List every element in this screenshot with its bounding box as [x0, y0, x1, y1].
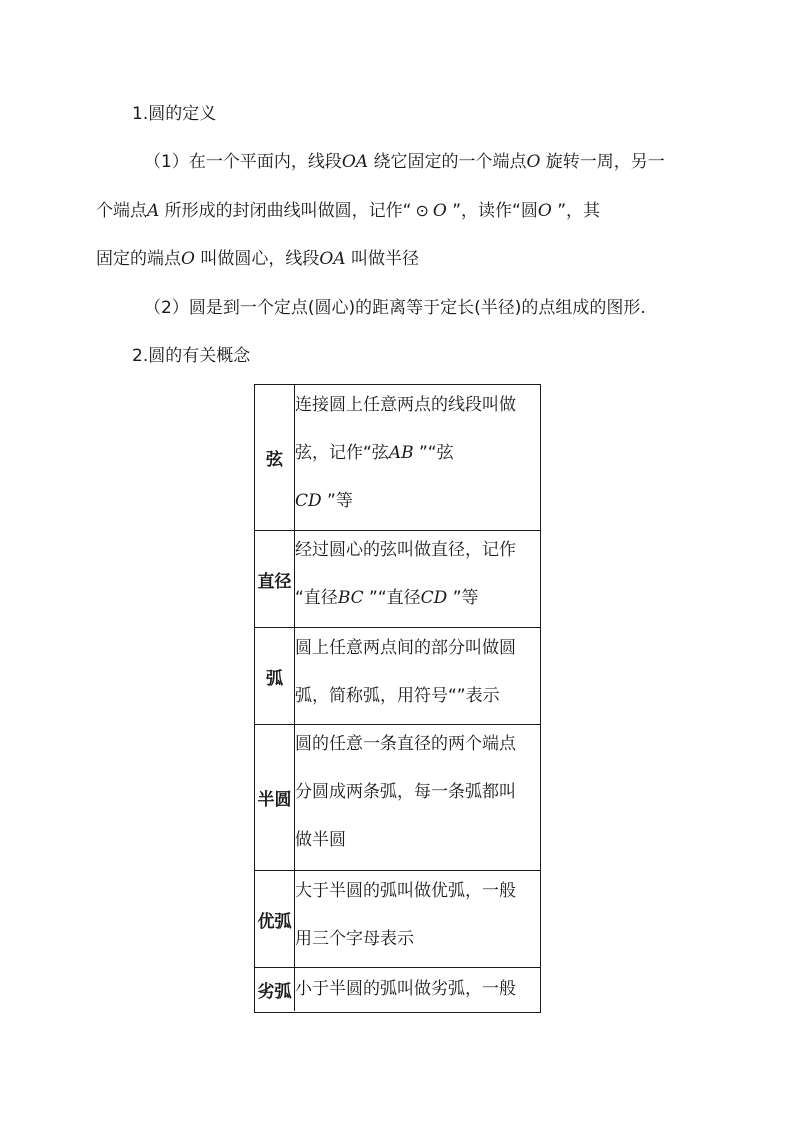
term-chord: 弦 [255, 385, 295, 530]
math-segment-oa: OA [319, 249, 346, 269]
term-semicircle: 半圆 [255, 725, 295, 870]
term-diameter: 直径 [255, 531, 295, 627]
math-chord-ab: AB [388, 443, 414, 463]
text-run: ”，读作“圆 [446, 201, 538, 221]
text-run: 个端点 [96, 201, 147, 221]
definition-line: 分圆成两条弧，每一条弧都叫 [295, 782, 516, 802]
table-row-diameter [255, 531, 540, 628]
text-run: 弦，记作“弦 [295, 443, 389, 463]
definition-paragraph-line-2 [96, 199, 600, 223]
concept-table [254, 384, 541, 1013]
text-run: 绕它固定的一个端点 [368, 152, 527, 172]
table-row-major-arc [255, 871, 540, 968]
definition-line: 做半圆 [295, 830, 346, 850]
table-row-minor-arc [255, 968, 540, 1011]
math-point-o: O [432, 201, 447, 221]
definition-line [295, 441, 454, 465]
math-point-o: O [181, 249, 195, 269]
circle-symbol: ⊙ [415, 201, 429, 220]
text-run: ”，其 [551, 201, 601, 221]
math-point-o: O [537, 201, 552, 221]
definition-diameter [294, 531, 540, 627]
table-row-arc [255, 628, 540, 725]
text-run: ”等 [447, 588, 479, 608]
section-heading-related-concepts: 2.圆的有关概念 [132, 346, 251, 366]
definition-semicircle [294, 725, 540, 870]
text-run: ”“直径 [363, 588, 421, 608]
definition-line: 弧，简称弧，用符号“”表示 [295, 686, 500, 706]
definition-paragraph-line-3 [96, 247, 419, 271]
definition-line [295, 586, 479, 610]
term-arc: 弧 [255, 628, 295, 724]
definition-line: 大于半圆的弧叫做优弧，一般 [295, 881, 516, 901]
definition-arc [294, 628, 540, 724]
term-minor-arc: 劣弧 [255, 968, 295, 1011]
text-run: 固定的端点 [96, 249, 181, 269]
definition-paragraph-line-1 [144, 150, 665, 174]
definition-line: 连接圆上任意两点的线段叫做 [295, 395, 516, 415]
term-major-arc: 优弧 [255, 871, 295, 967]
section-heading-circle-definition: 1.圆的定义 [132, 104, 217, 124]
definition-line [295, 489, 353, 513]
definition-chord [294, 385, 540, 530]
definition-paragraph-2: （2）圆是到一个定点(圆心)的距离等于定长(半径)的点组成的图形. [144, 298, 646, 318]
definition-minor-arc [294, 968, 540, 1011]
math-diameter-bc: BC [337, 588, 364, 608]
math-diameter-cd: CD [420, 588, 448, 608]
definition-line: 小于半圆的弧叫做劣弧，一般 [295, 979, 516, 999]
table-row-chord [255, 385, 540, 531]
text-run: ”等 [321, 491, 353, 511]
text-run: “直径 [295, 588, 338, 608]
text-run: 叫做半径 [345, 249, 419, 269]
math-point-a: A [147, 201, 160, 221]
definition-line: 圆上任意两点间的部分叫做圆 [295, 638, 516, 658]
text-run: 所形成的封闭曲线叫做圆，记作“ [159, 201, 412, 221]
definition-major-arc [294, 871, 540, 967]
math-chord-cd: CD [295, 491, 322, 511]
text-run: ”“弦 [413, 443, 454, 463]
math-segment-oa: OA [341, 152, 369, 172]
definition-line: 经过圆心的弦叫做直径，记作 [295, 540, 516, 560]
text-run: 旋转一周，另一 [540, 152, 665, 172]
table-row-semicircle [255, 725, 540, 871]
text-run: （1）在一个平面内，线段 [144, 152, 342, 172]
definition-line: 用三个字母表示 [295, 929, 414, 949]
math-point-o: O [526, 152, 541, 172]
definition-line: 圆的任意一条直径的两个端点 [295, 734, 516, 754]
text-run: 叫做圆心，线段 [194, 249, 320, 269]
